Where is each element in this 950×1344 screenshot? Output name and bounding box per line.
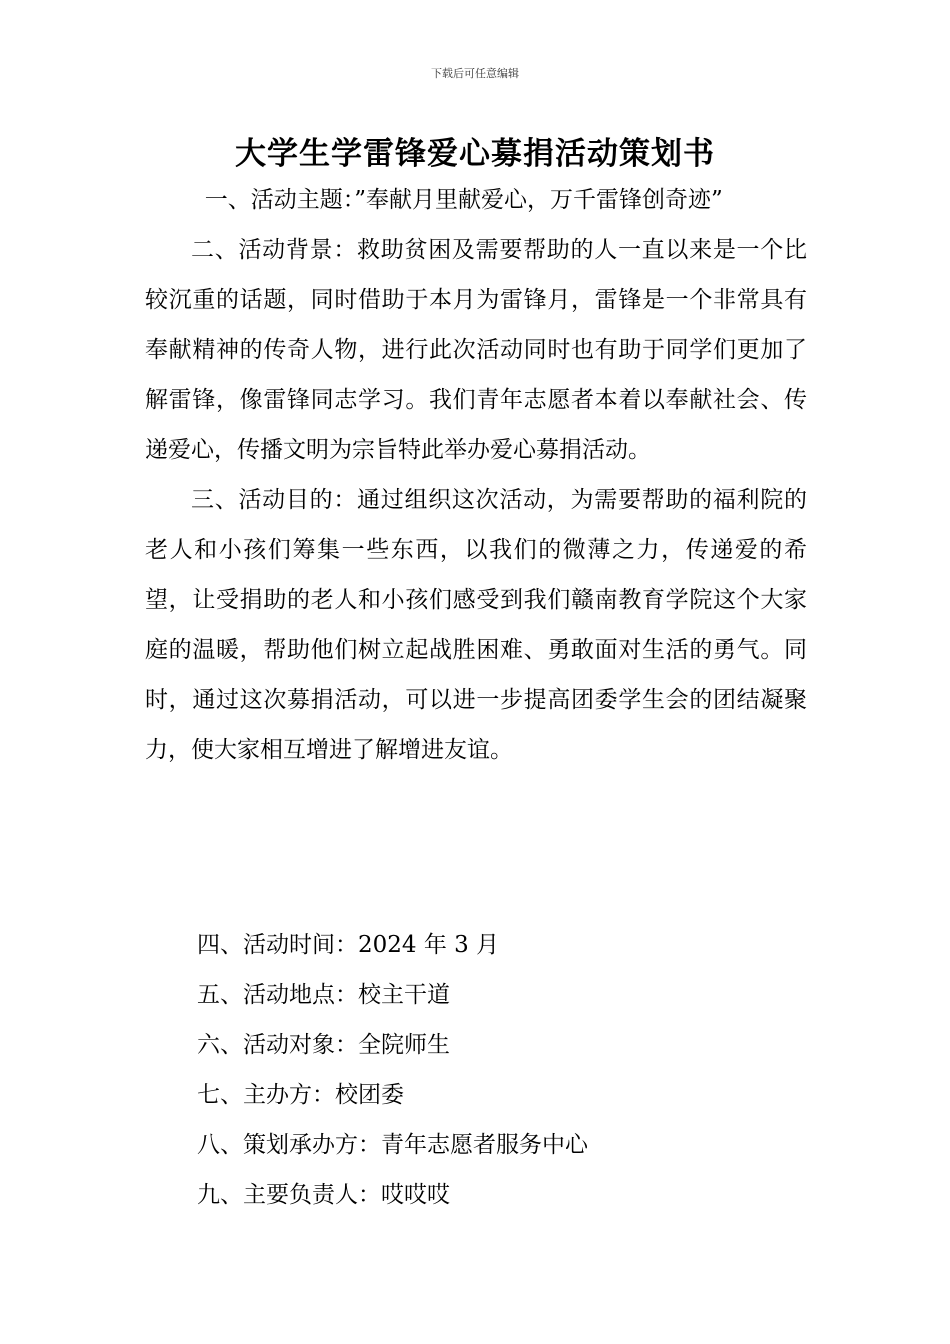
list-item-organizer: 七、主办方：校团委 [197,1082,404,1108]
paragraph-theme: 一、活动主题：”奉献月里献爱心，万千雷锋创奇迹” [204,187,723,213]
list-item-location: 五、活动地点：校主干道 [197,982,450,1008]
activity-details-list [197,920,797,1220]
document-body [145,175,807,775]
paragraph-purpose: 三、活动目的：通过组织这次活动，为需要帮助的福利院的老人和小孩们筹集一些东西，以我们的微薄之力，传递爱的希望，让受捐助的老人和小孩们感受到我们赣南教育学院这个大家庭的温暖，帮助他们树立起战胜困难、勇敢面对生活的勇气。同时，通过这次募捐活动，可以进一步提高团委学生会的团结凝聚力，使大家相互增进了解增进友谊。 [145,487,807,763]
list-item-time: 四、活动时间：2024 年 3 月 [197,932,500,958]
header-note: 下载后可任意编辑 [431,67,519,80]
document-title: 大学生学雷锋爱心募捐活动策划书 [235,136,715,172]
list-item-responsible-person: 九、主要负责人：哎哎哎 [197,1182,450,1208]
list-item-audience: 六、活动对象：全院师生 [197,1032,450,1058]
list-item-planner: 八、策划承办方：青年志愿者服务中心 [197,1132,588,1158]
paragraph-background: 二、活动背景：救助贫困及需要帮助的人一直以来是一个比较沉重的话题，同时借助于本月为雷锋月，雷锋是一个非常具有奉献精神的传奇人物，进行此次活动同时也有助于同学们更加了解雷锋，像雷锋同志学习。我们青年志愿者本着以奉献社会、传递爱心，传播文明为宗旨特此举办爱心募捐活动。 [145,237,807,463]
